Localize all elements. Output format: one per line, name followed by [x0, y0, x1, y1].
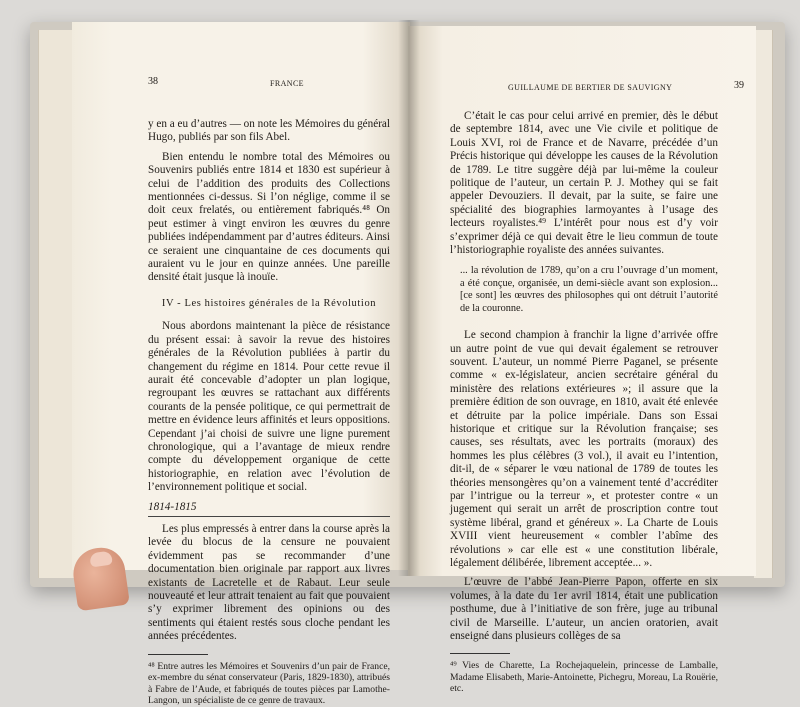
right-footnote-49: ⁴⁹ Vies de Charette, La Rochejaquelein, princesse de Lamballe, Madame Elisabeth, Marie-Antoinette, Pichegru, Moreau, La Rouërie, etc.	[450, 660, 718, 695]
left-page	[72, 22, 410, 707]
left-footnote-48: ⁴⁸ Entre autres les Mémoires et Souvenirs d’un pair de France, ex-membre du sénat conservateur (Paris, 1829-1830), attribués à Fabre de l’Aude, et fabriqués de toutes pièces par Lamothe-Langon, un spécialiste de ce genre de travaux.	[148, 660, 390, 707]
right-paragraph-3: L’œuvre de l’abbé Jean-Pierre Papon, offerte en six volumes, à la date du 1er avril 1814, était une publication posthume, due à l’initiative de son frère, juge au tribunal civil de Marseille. L’auteur, un ancien oratorien, avait enseigné dans plusieurs collèges de sa	[450, 576, 718, 643]
left-page-number: 38	[148, 76, 158, 87]
footnote-divider	[450, 653, 510, 654]
right-page	[408, 26, 756, 695]
left-paragraph-3: Nous abordons maintenant la pièce de résistance du présent essai: à savoir la revue des histoires générales de la Révolution publiées à partir du changement du régime en 1814. Pour cette revue il aurait été concevable d’adopter un plan logique, regroupant les œuvres se rattachant aux différents courants de la pensée politique, ce qui permettrait de mettre en évidence leurs affinités et leurs oppositions. Cependant j’ai choisi de suivre une ligne purement chronologique, qui a l’avantage de mieux rendre compte du développement organique de cette historiographie, en relation avec l’évolution de l’environnement politique et social.	[148, 320, 390, 494]
left-running-header: FRANCE	[270, 79, 304, 88]
section-title: IV - Les histoires générales de la Révolution	[161, 297, 377, 309]
right-paragraph-1: C’était le cas pour celui arrivé en premier, dès le début de septembre 1814, avec une Vie civile et politique de Louis XVI, roi de France et de Navarre, précédée d’un Précis historique qui développe les causes de la Révolution de 1789. Le titre suggère déjà par lui-même la couleur politique de l’auteur, un certain P. J. Mothey qui se fait appeler Devouziers. Il devait, par la suite, se faire une spécialité des biographies larmoyantes à l’usage des lecteurs royalistes.⁴⁹ L’intérêt pour nous est d’y voir s’exprimer déjà ce qui devait être le lieu commun de toute l’historiographie royaliste des années suivantes.	[450, 110, 718, 257]
left-page-edges	[38, 30, 75, 578]
left-paragraph-2: Bien entendu le nombre total des Mémoires ou Souvenirs publiés entre 1814 et 1830 est supérieur à celui de l’addition des produits des Collections mentionnées ci-dessus. Si l’on néglige, comme il se doit ceux frelatés, ou entièrement fabriqués.⁴⁸ On peut estimer à vingt environ les œuvres du genre publiées indépendamment par d’autres éditeurs. Ainsi ce seraient une cinquantaine de ces documents qui auraient vu le jour en quinze années. Une pareille densité était jusque là inouïe.	[148, 150, 390, 284]
right-page-number: 39	[734, 80, 744, 91]
left-paragraph-4: Les plus empressés à entrer dans la course après la levée du blocus de la censure ne pouvaient évidemment pas se recommander d’une documentation bien originale par rapport aux livres existants de Lacretelle et de Rabaut. Leur seule nouveauté et leur attrait tenaient au fait que pouvaient s’y exprimer librement des opinions ou des sentiments qui étaient restés sous cloche pendant les années précédentes.	[148, 522, 390, 643]
right-page-body	[450, 110, 718, 695]
left-paragraph-1: y en a eu d’autres — on note les Mémoires du général Hugo, publiés par son fils Abel.	[148, 118, 391, 144]
left-page-body	[148, 118, 390, 707]
subheading-1814-1815: 1814-1815	[148, 501, 390, 517]
book-spine	[398, 20, 420, 576]
footnote-divider	[148, 654, 208, 655]
block-quote: ... la révolution de 1789, qu’on a cru l’ouvrage d’un moment, a été conçue, organisée, un demi-siècle avant son explosion... [ce sont] les œuvres des philosophes qui ont détruit l’autorité de la couronne.	[460, 265, 718, 314]
right-running-header: GUILLAUME DE BERTIER DE SAUVIGNY	[508, 83, 673, 92]
right-paragraph-2: Le second champion à franchir la ligne d’arrivée offre un autre point de vue qui devait également se retrouver souvent. L’auteur, un nommé Pierre Paganel, se présente comme « ex-législateur, ancien secrétaire général du ministère des relations extérieures »; il assure que la première édition de son ouvrage, en 1810, avait été enlevée et détruite par la police impériale. Dans son Essai historique et critique sur la Révolution française; ses causes, ses résultats, avec les portraits (moraux) des hommes les plus célèbres (3 vol.), il avait eu l’intention, dit-il, de « séparer le vœu national de 1789 de toutes les théories mensongères qu’on a vainement tenté d’accréditer par l’intrigue ou la terreur », et protester contre « un jugement qui serait un arrêt de proscription contre tout système libéral, grand et généreux ». La Charte de Louis XVIII vient heureusement « combler l’abîme des révolutions » car elle est « une constitution libérale, légalement délibérée, librement acceptée... ».	[450, 329, 718, 569]
right-page-edges	[754, 30, 773, 578]
